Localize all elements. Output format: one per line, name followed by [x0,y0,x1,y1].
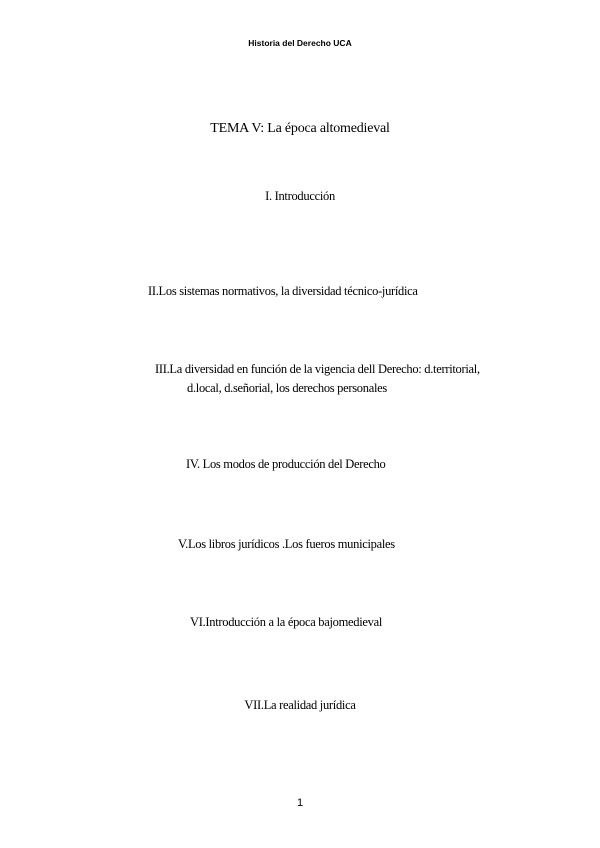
section-realidad-juridica: VII.La realidad jurídica [244,698,356,712]
section-epoca-bajomedieval: VI.Introducción a la época bajomedieval [190,615,383,629]
section-diversidad-line1: III.La diversidad en función de la vigencia dell Derecho: d.territorial, [155,362,480,376]
section-modos-produccion: IV. Los modos de producción del Derecho [186,457,386,471]
section-libros-juridicos: V.Los libros jurídicos .Los fueros municipales [178,537,395,551]
section-diversidad-line2: d.local, d.señorial, los derechos personales [187,381,387,395]
page-title: TEMA V: La época altomedieval [210,121,390,136]
section-sistemas-normativos: II.Los sistemas normativos, la diversidad técnico-jurídica [148,284,418,298]
running-header: Historia del Derecho UCA [248,38,352,48]
page-number: 1 [296,797,304,809]
section-introduccion: I. Introducción [265,189,335,203]
